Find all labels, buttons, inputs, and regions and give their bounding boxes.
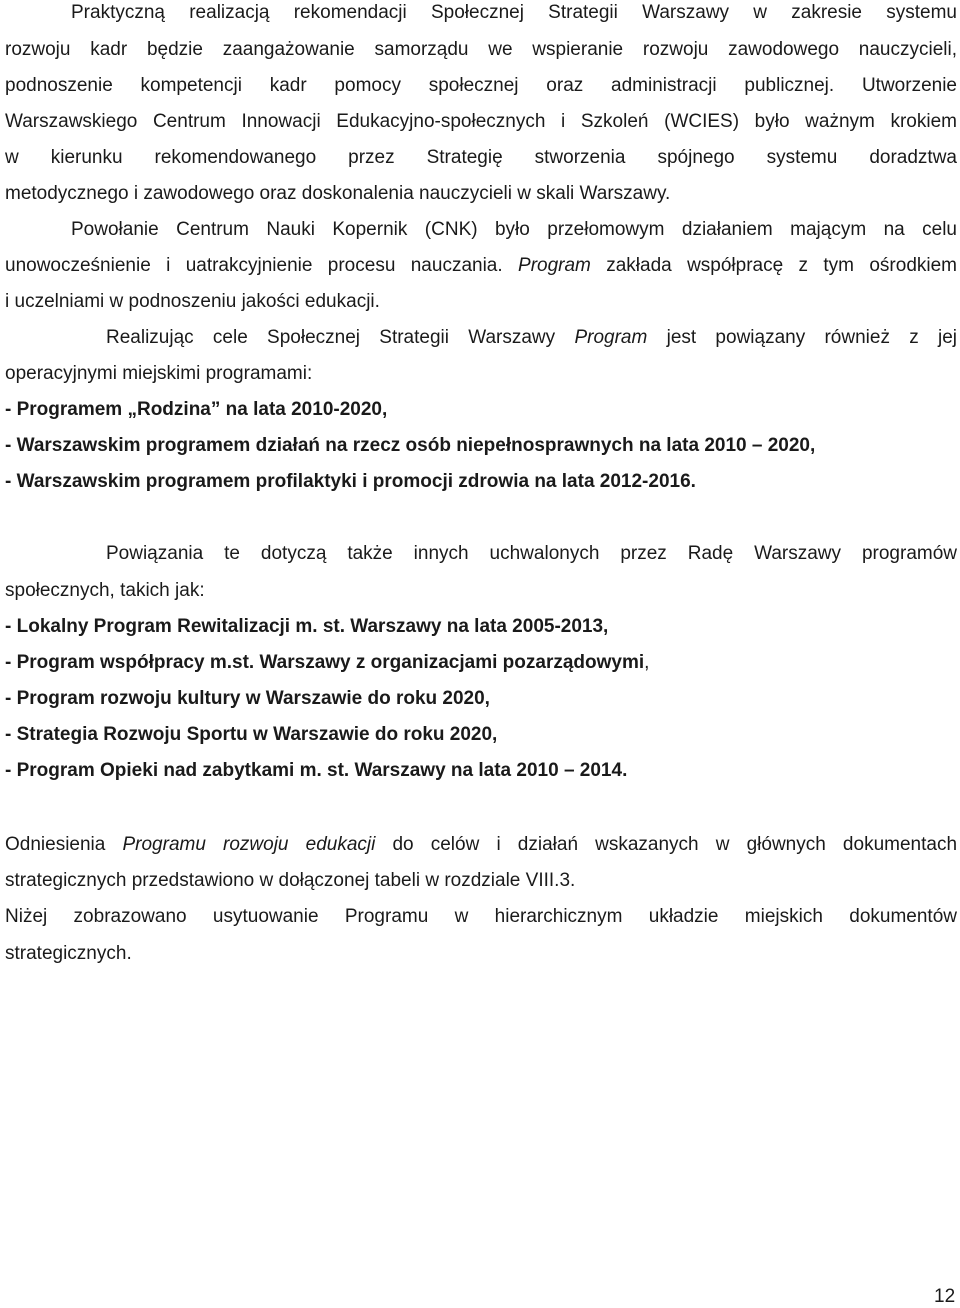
paragraph-5-line-1 — [5, 832, 957, 858]
paragraph-1-line-6: metodycznego i zawodowego oraz doskonalenia nauczycieli w skali Warszawy. — [5, 183, 671, 204]
program-emphasis: Program — [574, 327, 648, 348]
program-list-item: - Lokalny Program Rewitalizacji m. st. Warszawy na lata 2005-2013, — [5, 616, 609, 637]
paragraph-2-line-2 — [5, 253, 957, 279]
paragraph-4-line-1: Powiązania te dotyczą także innych uchwalonych przez Radę Warszawy programów — [106, 543, 957, 564]
paragraph-3-line-2: operacyjnymi miejskimi programami: — [5, 363, 313, 384]
paragraph-2-line-2-text: unowocześnienie i uatrakcyjnienie procesu nauczania. — [5, 255, 503, 276]
paragraph-1-line-5: w kierunku rekomendowanego przez Strategię stworzenia spójnego systemu doradztwa — [5, 147, 957, 168]
program-emphasis: Program — [518, 255, 591, 276]
paragraph-5-line-1-start: Odniesienia — [5, 834, 106, 855]
paragraph-1-line-3: podnoszenie kompetencji kadr pomocy społecznej oraz administracji publicznej. Utworzenie — [5, 75, 957, 96]
paragraph-5-line-2: strategicznych przedstawiono w dołączonej tabeli w rozdziale VIII.3. — [5, 870, 576, 891]
paragraph-6-line-2: strategicznych. — [5, 943, 132, 964]
paragraph-1-line-2: rozwoju kadr będzie zaangażowanie samorządu we wspieranie rozwoju zawodowego nauczycieli, — [5, 39, 957, 60]
paragraph-2-line-1: Powołanie Centrum Nauki Kopernik (CNK) było przełomowym działaniem mającym na celu — [71, 219, 957, 240]
program-list-item: - Program rozwoju kultury w Warszawie do roku 2020, — [5, 688, 490, 709]
paragraph-1-line-1: Praktyczną realizacją rekomendacji Społecznej Strategii Warszawy w zakresie systemu — [71, 2, 957, 23]
paragraph-2-line-2-rest: zakłada współpracę z tym ośrodkiem — [606, 255, 957, 276]
program-list-item: - Program Opieki nad zabytkami m. st. Warszawy na lata 2010 – 2014. — [5, 760, 628, 781]
program-list-item-suffix: , — [644, 652, 650, 673]
program-list-item-text: - Program współpracy m.st. Warszawy z organizacjami pozarządowymi — [5, 652, 645, 673]
paragraph-3-line-1 — [106, 325, 957, 351]
program-list-item: - Strategia Rozwoju Sportu w Warszawie do roku 2020, — [5, 724, 498, 745]
paragraph-4-line-2: społecznych, takich jak: — [5, 580, 205, 601]
paragraph-3-line-1-end: jest powiązany również z jej — [666, 327, 958, 348]
paragraph-6-line-1: Niżej zobrazowano usytuowanie Programu w hierarchicznym układzie miejskich dokumentów — [5, 906, 957, 927]
paragraph-5-line-1-end: do celów i działań wskazanych w głównych dokumentach — [392, 834, 958, 855]
page-number: 12 — [934, 1286, 956, 1307]
program-list-item — [5, 650, 957, 676]
program-title-emphasis: Programu rozwoju edukacji — [122, 834, 376, 855]
paragraph-1-line-4: Warszawskiego Centrum Innowacji Edukacyjno-społecznych i Szkoleń (WCIES) było ważnym krokiem — [5, 111, 957, 132]
paragraph-2-line-3: i uczelniami w podnoszeniu jakości edukacji. — [5, 291, 380, 312]
program-list-item: - Warszawskim programem profilaktyki i promocji zdrowia na lata 2012-2016. — [5, 471, 696, 492]
paragraph-3-line-1-start: Realizując cele Społecznej Strategii Warszawy — [106, 327, 556, 348]
program-list-item: - Programem „Rodzina” na lata 2010-2020, — [5, 399, 388, 420]
program-list-item: - Warszawskim programem działań na rzecz osób niepełnosprawnych na lata 2010 – 2020, — [5, 435, 816, 456]
